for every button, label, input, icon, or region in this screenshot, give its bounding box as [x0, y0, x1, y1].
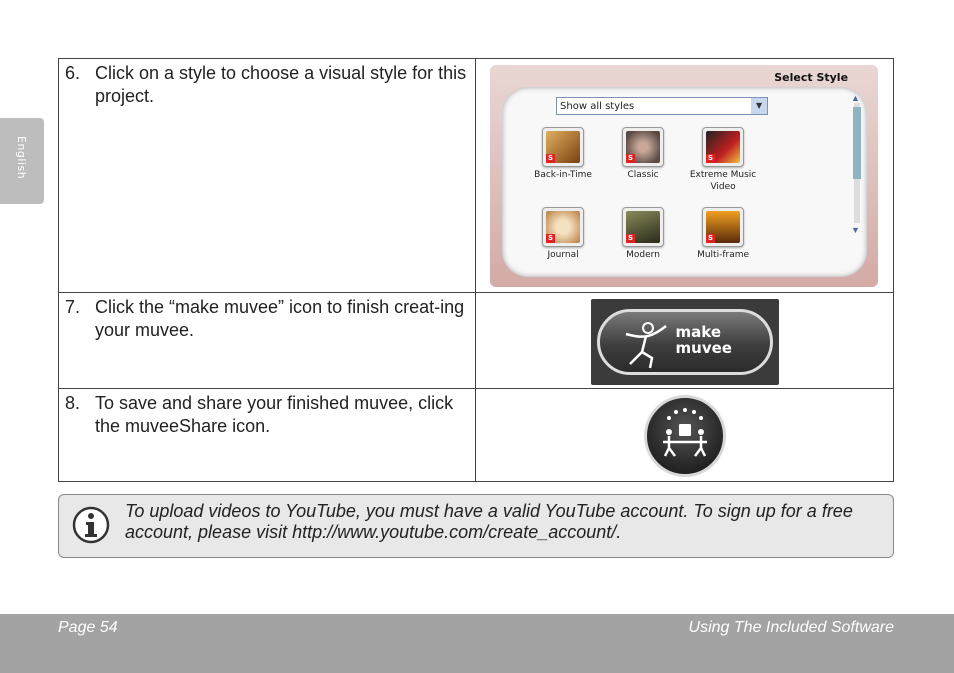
page-number: Page 54: [58, 619, 118, 636]
info-icon: [71, 505, 111, 545]
tip-text: To upload videos to YouTube, you must have a valid YouTube account. To sign up for a free account, please visit http://www.youtube.com/create_account/.: [125, 501, 853, 542]
style-thumbnail: S: [622, 207, 664, 247]
scroll-down-icon[interactable]: ▼: [851, 225, 860, 235]
chevron-down-icon[interactable]: ▼: [751, 98, 767, 114]
step-8: [59, 389, 475, 438]
step-text: Click the “make muvee” icon to finish creat-ing your muvee.: [95, 297, 465, 340]
select-style-panel: [490, 65, 878, 287]
scrollbar-thumb[interactable]: [853, 107, 861, 179]
make-muvee-graphic: [591, 299, 779, 385]
step-text: To save and share your finished muvee, click the muveeShare icon.: [95, 393, 454, 436]
step-row-8: [59, 389, 894, 482]
steps-table: [58, 58, 894, 482]
style-filter-dropdown[interactable]: [556, 97, 768, 115]
style-back-in-time[interactable]: [523, 127, 603, 181]
dancer-icon: [622, 320, 670, 370]
step-6: [59, 59, 475, 108]
language-side-tab: [0, 118, 44, 204]
style-label: Classic: [627, 170, 659, 180]
style-multi-frame[interactable]: [683, 207, 763, 261]
step-number: 7.: [65, 297, 81, 317]
style-thumbnail: S: [542, 207, 584, 247]
muvee-share-icon: [647, 398, 723, 474]
style-thumbnail: S: [702, 207, 744, 247]
muvee-share-button[interactable]: [644, 395, 726, 477]
dropdown-value: Show all styles: [560, 101, 635, 112]
style-label: Journal: [547, 250, 579, 260]
style-modern[interactable]: [603, 207, 683, 261]
make-label: make: [675, 323, 722, 341]
step-text: Click on a style to choose a visual style for this project.: [95, 63, 467, 106]
style-extreme-music-video[interactable]: [683, 127, 763, 193]
style-classic[interactable]: [603, 127, 683, 181]
style-journal[interactable]: [523, 207, 603, 261]
style-scrollbar[interactable]: [851, 93, 861, 233]
select-style-title: Select Style: [774, 71, 849, 84]
style-list: [502, 87, 867, 277]
step-row-6: [59, 59, 894, 293]
muvee-label: muvee: [675, 339, 732, 357]
page-footer: [0, 614, 954, 673]
step-row-7: [59, 293, 894, 389]
section-title: Using The Included Software: [688, 619, 894, 636]
style-label: Extreme Music Video: [689, 170, 757, 192]
style-label: Multi-frame: [697, 250, 750, 260]
style-thumbnail: S: [622, 127, 664, 167]
tip-note: [58, 494, 894, 558]
scroll-up-icon[interactable]: ▲: [851, 93, 860, 103]
step-7: [59, 293, 475, 342]
style-label: Modern: [626, 250, 660, 260]
muvee-share-graphic: [644, 395, 726, 477]
style-thumbnail: S: [542, 127, 584, 167]
language-label: English: [15, 136, 28, 180]
make-muvee-button[interactable]: [597, 309, 773, 375]
step-number: 8.: [65, 393, 81, 413]
style-thumbnail: S: [702, 127, 744, 167]
step-number: 6.: [65, 63, 81, 83]
style-label: Back-in-Time: [534, 170, 592, 180]
